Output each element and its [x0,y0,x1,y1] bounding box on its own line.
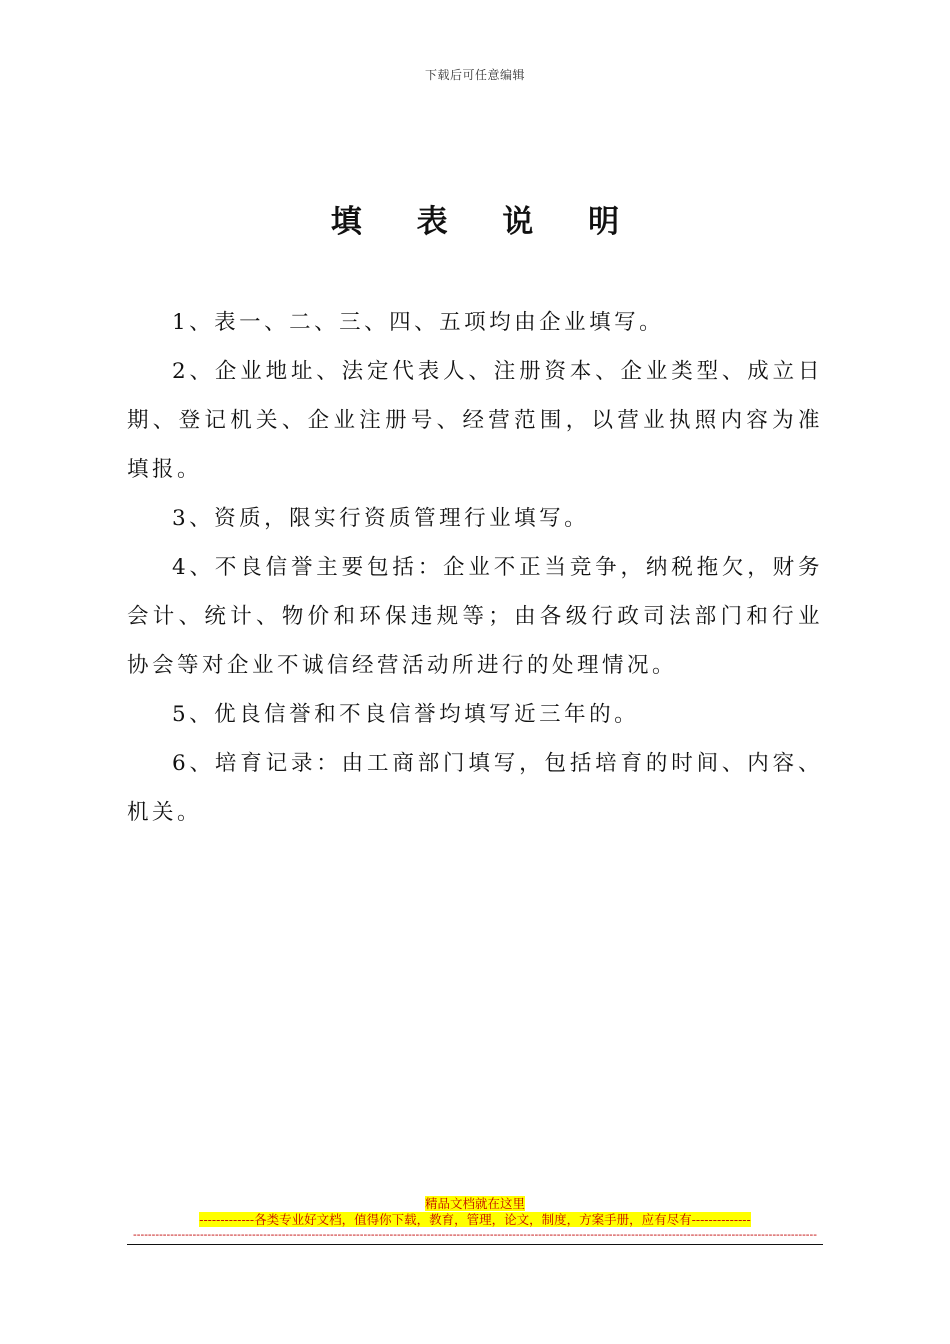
footer-dash-line: ---------------------------------------------------------------------------------------------------------------------------------------------------------------------------------------- [133,1229,817,1241]
footer-divider [127,1244,823,1245]
instructions-body [127,298,823,837]
footer-banner [127,1196,823,1241]
instruction-item-3: 3、资质，限实行资质管理行业填写。 [172,506,590,531]
document-title: 填 表 说 明 [330,204,642,240]
instruction-item-5: 5、优良信誉和不良信誉均填写近三年的。 [172,702,640,727]
instruction-item-6: 6、培育记录：由工商部门填写，包括培育的时间、内容、机关。 [127,751,823,825]
footer-slogan: -------------各类专业好文档，值得你下载，教育，管理，论文，制度，方案手册，应有尽有-------------- [199,1212,751,1227]
instruction-item-4: 4、不良信誉主要包括：企业不正当竞争，纳税拖欠，财务会计、统计、物价和环保违规等；由各级行政司法部门和行业协会等对企业不诚信经营活动所进行的处理情况。 [127,555,823,678]
instruction-item-1: 1、表一、二、三、四、五项均由企业填写。 [172,310,665,335]
instruction-item-2: 2、企业地址、法定代表人、注册资本、企业类型、成立日期、登记机关、企业注册号、经营范围，以营业执照内容为准填报。 [127,359,823,482]
header-note: 下载后可任意编辑 [424,68,525,82]
footer-title: 精品文档就在这里 [424,1196,525,1211]
